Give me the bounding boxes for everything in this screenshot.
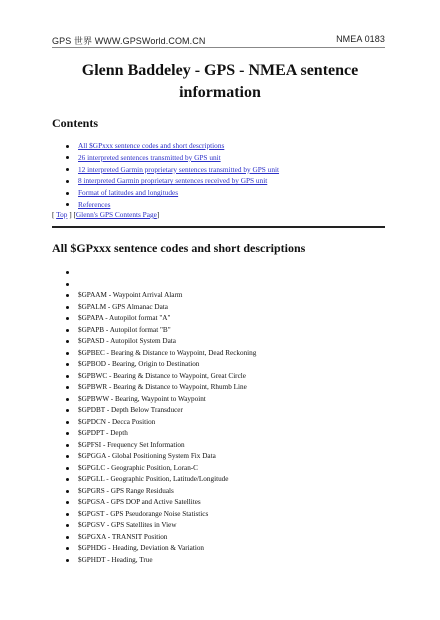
sentence-code-item: $GPASD - Autopilot System Data <box>52 336 382 348</box>
sentence-code-item: $GPBWW - Bearing, Waypoint to Waypoint <box>52 394 382 406</box>
sentence-code-item: $GPGST - GPS Pseudorange Noise Statistics <box>52 509 382 521</box>
contents-link-interpreted-sentences[interactable]: 26 interpreted sentences transmitted by GPS unit <box>78 152 221 162</box>
contents-list <box>52 140 382 211</box>
sentence-code-item: $GPGXA - TRANSIT Position <box>52 532 382 544</box>
contents-link-all-codes[interactable]: All $GPxxx sentence codes and short descriptions <box>78 141 225 150</box>
sentence-code-item: $GPDBT - Depth Below Transducer <box>52 405 382 417</box>
sentence-code-item: $GPGSV - GPS Satellites in View <box>52 520 382 532</box>
contents-item <box>52 199 382 211</box>
sentence-code-item <box>52 279 382 291</box>
sentence-code-item <box>52 267 382 279</box>
nav-glenn-gps-link[interactable]: Glenn's GPS Contents Page <box>75 210 157 219</box>
contents-item <box>52 175 382 187</box>
sentence-code-item: $GPGLC - Geographic Position, Loran-C <box>52 463 382 475</box>
sentence-code-item: $GPAPB - Autopilot format "B" <box>52 325 382 337</box>
sentence-code-item: $GPHDG - Heading, Deviation & Variation <box>52 543 382 555</box>
contents-link-references[interactable]: References <box>78 199 111 209</box>
section-heading: All $GPxxx sentence codes and short descriptions <box>52 241 306 255</box>
header-doc-id: NMEA 0183 <box>336 34 385 44</box>
page-title: Glenn Baddeley - GPS - NMEA sentence information <box>81 62 359 101</box>
contents-item <box>52 187 382 199</box>
nav-top-link[interactable]: Top <box>56 210 68 219</box>
contents-item <box>52 164 382 176</box>
sentence-code-item: $GPDCN - Decca Position <box>52 417 382 429</box>
header-divider <box>52 47 385 48</box>
contents-link-lat-long-format[interactable]: Format of latitudes and longitudes <box>78 188 179 198</box>
sentence-code-item: $GPGSA - GPS DOP and Active Satellites <box>52 497 382 509</box>
contents-link-garmin-received[interactable]: 8 interpreted Garmin proprietary sentences received by GPS unit <box>78 176 268 186</box>
sentence-code-item: $GPGLL - Geographic Position, Latitude/Longitude <box>52 474 382 486</box>
sentence-code-item: $GPBOD - Bearing, Origin to Destination <box>52 359 382 371</box>
nav-bracket: ] <box>156 210 160 219</box>
nav-bracket: [ <box>52 210 57 219</box>
contents-link-garmin-transmitted[interactable]: 12 interpreted Garmin proprietary sentences transmitted by GPS unit <box>78 164 280 174</box>
sentence-code-item: $GPFSI - Frequency Set Information <box>52 440 382 452</box>
contents-heading: Contents <box>52 116 99 130</box>
sentence-code-item: $GPAPA - Autopilot format "A" <box>52 313 382 325</box>
sentence-code-item: $GPBWC - Bearing & Distance to Waypoint, Great Circle <box>52 371 382 383</box>
sentence-code-item: $GPGRS - GPS Range Residuals <box>52 486 382 498</box>
contents-item <box>52 140 382 152</box>
nav-bracket: ] [ <box>67 210 76 219</box>
sentence-code-item: $GPBWR - Bearing & Distance to Waypoint, Rhumb Line <box>52 382 382 394</box>
header-site: GPS 世界 WWW.GPSWorld.COM.CN <box>52 36 206 46</box>
contents-item <box>52 152 382 164</box>
section-divider <box>52 226 385 228</box>
sentence-code-item: $GPGGA - Global Positioning System Fix Data <box>52 451 382 463</box>
sentence-code-list <box>52 267 382 566</box>
sentence-code-item: $GPAAM - Waypoint Arrival Alarm <box>52 290 382 302</box>
sentence-code-item: $GPALM - GPS Almanac Data <box>52 302 382 314</box>
sentence-code-item: $GPDPT - Depth <box>52 428 382 440</box>
sentence-code-item: $GPBEC - Bearing & Distance to Waypoint, Dead Reckoning <box>52 348 382 360</box>
nav-links <box>52 210 159 219</box>
sentence-code-item: $GPHDT - Heading, True <box>52 555 382 567</box>
